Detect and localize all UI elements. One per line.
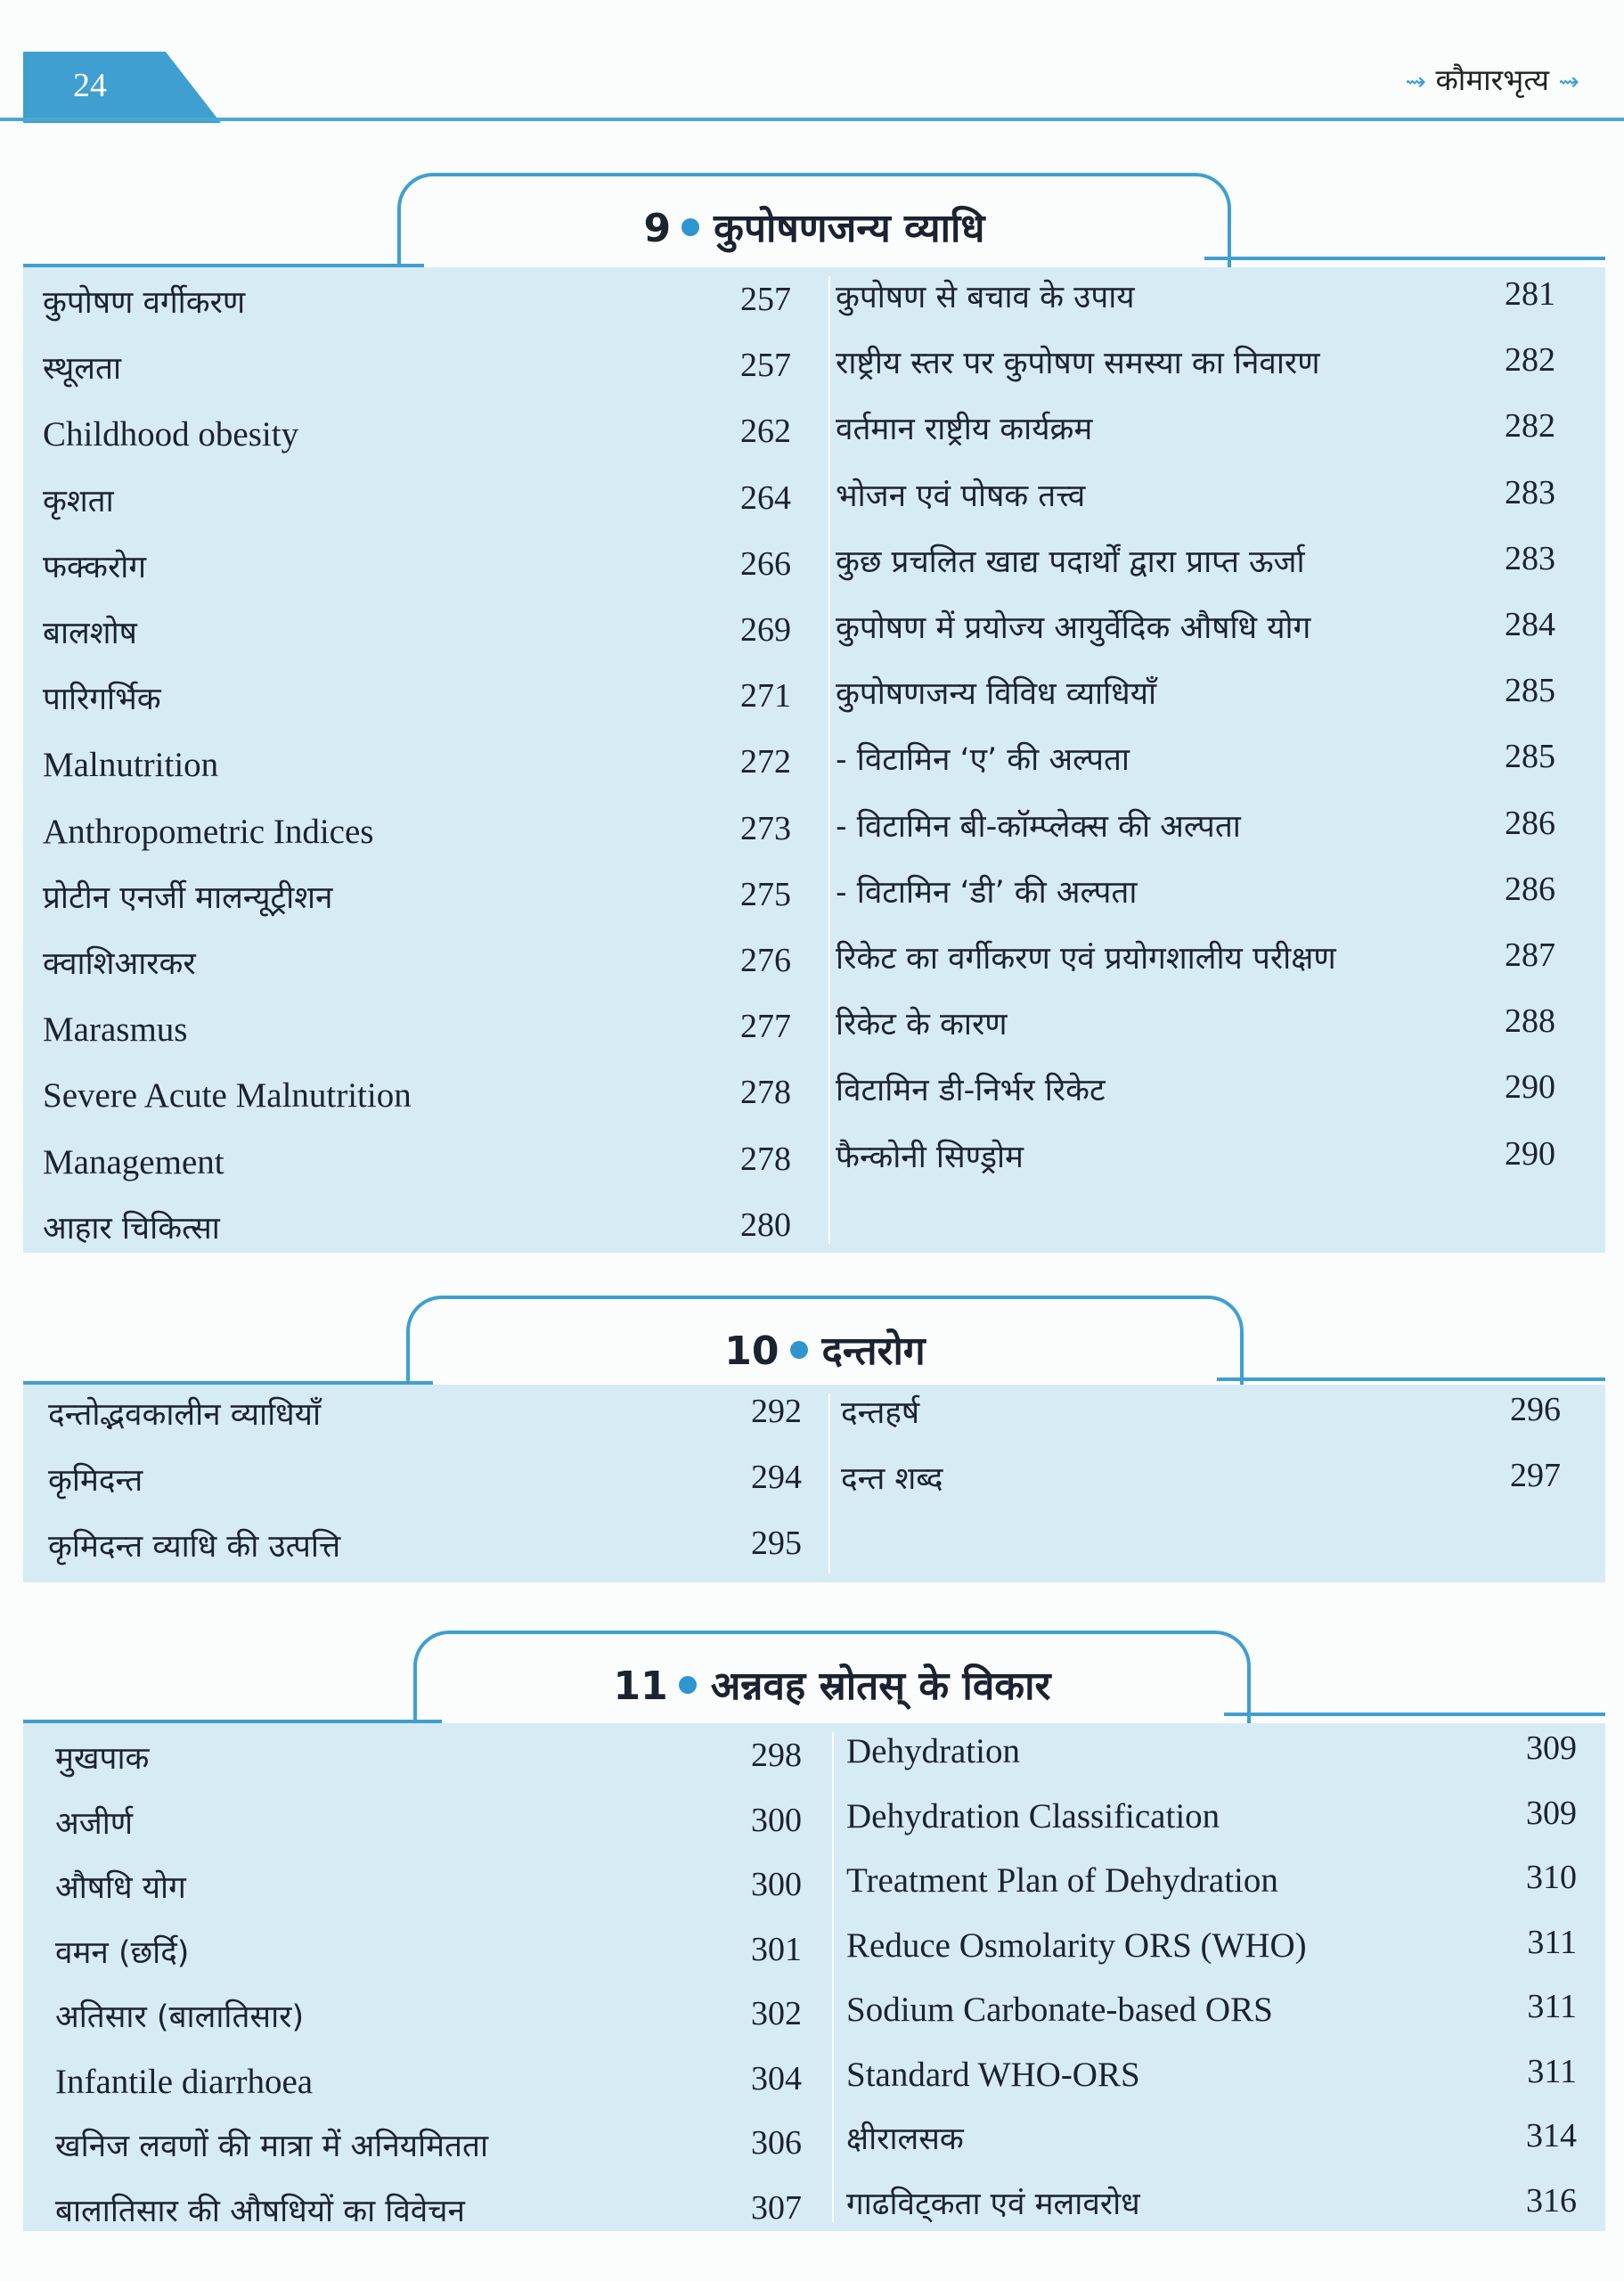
chapter-9-heading	[401, 200, 1228, 253]
toc-entry-title: रिकेट का वर्गीकरण एवं प्रयोगशालीय परीक्षण	[836, 941, 1336, 977]
bullet-icon	[679, 1676, 697, 1694]
toc-entry-title: आहार चिकित्सा	[43, 1210, 220, 1247]
header-rule	[0, 118, 1624, 121]
column-divider	[828, 1394, 830, 1574]
toc-entry-page: 311	[1527, 2052, 1577, 2090]
toc-entry-title: दन्त शब्द	[841, 1461, 943, 1497]
toc-entry-page: 284	[1505, 606, 1555, 643]
toc-entry-page: 294	[751, 1459, 802, 1496]
toc-entry-title: रिकेट के कारण	[836, 1007, 1008, 1043]
toc-entry-title: गाढविट्कता एवं मलावरोध	[846, 2186, 1140, 2222]
toc-entry	[43, 870, 791, 928]
toc-entry-title: फैन्कोनी सिण्ड्रोम	[836, 1139, 1024, 1175]
toc-entry-page: 273	[740, 809, 791, 847]
toc-entry-title: बालातिसार की औषधियों का विवेचन	[55, 2193, 465, 2229]
toc-entry-title: - विटामिन ‘ए’ की अल्पता	[836, 742, 1130, 779]
toc-entry-title: औषधि योग	[55, 1870, 186, 1906]
toc-entry	[836, 468, 1555, 527]
toc-entry-title: कुपोषण से बचाव के उपाय	[836, 280, 1135, 315]
toc-entry-page: 280	[740, 1206, 791, 1244]
toc-entry-title: कृमिदन्त	[48, 1463, 143, 1499]
chapter-11-heading	[417, 1657, 1247, 1711]
chapter-10-right-column	[841, 1385, 1561, 1582]
toc-entry-page: 286	[1505, 870, 1555, 908]
chapter-10-number: 10	[724, 1329, 779, 1374]
toc-entry-page: 257	[740, 347, 791, 385]
toc-entry-title: पारिगर्भिक	[43, 682, 161, 718]
toc-entry-title: राष्ट्रीय स्तर पर कुपोषण समस्या का निवारण	[836, 346, 1320, 382]
toc-entry-page: 278	[740, 1074, 791, 1112]
toc-entry-page: 309	[1526, 1729, 1577, 1767]
toc-entry	[836, 401, 1555, 460]
chapter-9-left-column	[43, 267, 791, 1253]
toc-entry	[43, 340, 791, 399]
toc-entry-title: स्थूलता	[43, 351, 122, 388]
toc-entry-title: दन्तोद्भवकालीन व्याधियाँ	[48, 1397, 322, 1433]
toc-entry-page: 304	[751, 2059, 802, 2097]
toc-entry	[55, 2183, 802, 2242]
toc-entry-title: कुपोषण में प्रयोज्य आयुर्वेदिक औषधि योग	[836, 610, 1311, 646]
toc-entry-page: 277	[740, 1008, 791, 1046]
toc-entry-page: 285	[1505, 738, 1555, 776]
toc-entry	[43, 1134, 791, 1193]
toc-entry-title: Marasmus	[43, 1010, 188, 1050]
toc-entry-page: 309	[1526, 1794, 1577, 1832]
chapter-11-rule-right	[1224, 1713, 1605, 1716]
toc-entry-page: 275	[740, 875, 791, 913]
toc-entry	[48, 1452, 802, 1511]
toc-entry	[836, 996, 1555, 1055]
chapter-9-contents	[23, 267, 1605, 1253]
toc-entry-title: Childhood obesity	[43, 415, 299, 454]
chapter-11-title: अन्नवह स्रोतस् के विकार	[710, 1664, 1051, 1709]
chapter-9-title: कुपोषणजन्य व्याधि	[714, 206, 985, 251]
toc-entry-page: 311	[1527, 1923, 1577, 1961]
toc-entry-page: 266	[740, 544, 791, 583]
toc-entry	[846, 1982, 1577, 2040]
toc-entry	[55, 1795, 802, 1854]
toc-entry	[43, 539, 791, 598]
chapter-10-heading	[410, 1322, 1240, 1376]
toc-entry	[836, 1129, 1555, 1188]
toc-entry-page: 311	[1527, 1988, 1577, 2025]
toc-entry	[48, 1386, 802, 1445]
toc-entry-page: 272	[740, 743, 791, 781]
toc-entry-title: प्रोटीन एनर्जी मालन्यूट्रीशन	[43, 879, 333, 916]
toc-entry-page: 302	[751, 1995, 802, 2032]
chapter-11-number: 11	[613, 1664, 668, 1709]
toc-entry	[55, 1925, 802, 1983]
chapter-10-title: दन्तरोग	[821, 1329, 926, 1374]
toc-entry-page: 307	[751, 2188, 802, 2227]
toc-entry-page: 314	[1526, 2117, 1577, 2154]
toc-entry	[43, 1200, 791, 1259]
chapter-11-contents	[23, 1723, 1605, 2231]
toc-entry-page: 300	[751, 1801, 802, 1839]
toc-entry	[846, 1852, 1577, 1911]
chapter-10-contents	[23, 1385, 1605, 1582]
toc-entry	[43, 274, 791, 333]
chapter-11-banner	[413, 1631, 1251, 1727]
toc-entry-page: 296	[1510, 1391, 1561, 1428]
toc-entry	[43, 406, 791, 465]
toc-entry	[43, 473, 791, 532]
toc-entry-title: Malnutrition	[43, 746, 219, 785]
toc-entry-title: क्षीरालसक	[846, 2122, 964, 2157]
toc-entry-title: क्वाशिआरकर	[43, 946, 196, 982]
toc-entry	[846, 2176, 1577, 2235]
chapter-9-banner	[397, 173, 1231, 269]
toc-entry-page: 287	[1505, 936, 1555, 974]
running-title-text: कौमारभृत्य	[1435, 62, 1550, 97]
toc-entry	[43, 1067, 791, 1126]
toc-entry	[55, 1989, 802, 2048]
running-title	[1405, 59, 1579, 99]
toc-entry-title: Standard WHO-ORS	[846, 2055, 1140, 2094]
toc-entry	[55, 1730, 802, 1789]
ornament-right-icon: ⇝	[1558, 67, 1579, 96]
toc-entry	[846, 1788, 1577, 1847]
toc-entry-page: 262	[740, 413, 791, 451]
column-divider	[828, 276, 830, 1244]
page-number-tab	[23, 52, 221, 123]
toc-entry-page: 282	[1505, 407, 1555, 446]
toc-entry	[55, 2118, 802, 2177]
toc-entry-page: 310	[1526, 1859, 1577, 1896]
toc-entry	[846, 2047, 1577, 2105]
toc-entry	[836, 666, 1555, 724]
chapter-11-left-column	[55, 1723, 802, 2231]
toc-entry-title: वमन (छर्दि)	[55, 1934, 190, 1971]
chapter-11-right-column	[846, 1723, 1577, 2231]
toc-entry	[836, 534, 1555, 593]
toc-entry-title: कृमिदन्त व्याधि की उत्पत्ति	[48, 1529, 341, 1565]
toc-entry-page: 301	[751, 1930, 802, 1968]
bullet-icon	[790, 1341, 808, 1359]
toc-entry	[841, 1385, 1561, 1443]
toc-entry	[836, 864, 1555, 923]
toc-entry-title: Infantile diarrhoea	[55, 2062, 314, 2101]
toc-entry-page: 269	[740, 611, 791, 649]
toc-entry-title: मुखपाक	[55, 1741, 150, 1777]
toc-entry-page: 297	[1510, 1457, 1561, 1494]
ornament-left-icon: ⇝	[1405, 67, 1426, 96]
toc-entry	[836, 732, 1555, 790]
toc-entry-page: 257	[740, 281, 791, 318]
toc-entry	[836, 600, 1555, 658]
toc-entry-title: विटामिन डी-निर्भर रिकेट	[836, 1073, 1106, 1109]
chapter-9-rule-right	[1204, 257, 1605, 260]
toc-entry-title: वर्तमान राष्ट्रीय कार्यक्रम	[836, 412, 1093, 448]
bullet-icon	[681, 218, 699, 236]
toc-entry-title: - विटामिन बी-कॉम्प्लेक्स की अल्पता	[836, 808, 1241, 845]
toc-entry-title: कुपोषण वर्गीकरण	[43, 285, 246, 321]
toc-entry	[836, 335, 1555, 394]
page-number: 24	[73, 67, 107, 104]
toc-entry-page: 283	[1505, 539, 1555, 577]
toc-entry-title: Sodium Carbonate-based ORS	[846, 1991, 1273, 2029]
toc-entry-title: - विटामिन ‘डी’ की अल्पता	[836, 874, 1138, 911]
toc-entry	[841, 1451, 1561, 1509]
toc-entry-title: बालशोष	[43, 616, 137, 651]
toc-entry-title: अतिसार (बालातिसार)	[55, 1999, 305, 2035]
column-divider	[832, 1732, 834, 2222]
toc-entry-title: Reduce Osmolarity ORS (WHO)	[846, 1925, 1307, 1965]
chapter-9-number: 9	[643, 206, 672, 251]
toc-entry-title: Dehydration Classification	[846, 1796, 1220, 1835]
toc-entry-title: Management	[43, 1142, 224, 1181]
toc-entry-page: 271	[740, 677, 791, 715]
chapter-10-left-column	[48, 1385, 802, 1582]
toc-entry-page: 290	[1505, 1134, 1555, 1173]
toc-entry	[836, 930, 1555, 989]
toc-entry	[43, 1002, 791, 1060]
toc-entry-title: फक्करोग	[43, 549, 147, 585]
toc-entry	[43, 671, 791, 730]
toc-entry	[836, 1062, 1555, 1121]
toc-entry	[836, 269, 1555, 328]
toc-entry-page: 282	[1505, 341, 1555, 380]
toc-entry-title: भोजन एवं पोषक तत्त्व	[836, 478, 1086, 514]
toc-entry-title: Severe Acute Malnutrition	[43, 1076, 412, 1116]
toc-entry-page: 288	[1505, 1002, 1555, 1041]
toc-entry-title: दन्तहर्ष	[841, 1395, 920, 1431]
toc-entry	[55, 2054, 802, 2113]
toc-entry-page: 278	[740, 1140, 791, 1178]
toc-entry-page: 285	[1505, 672, 1555, 710]
toc-entry	[43, 936, 791, 994]
toc-entry-page: 264	[740, 478, 791, 517]
toc-entry	[48, 1518, 802, 1577]
chapter-10-banner	[406, 1296, 1244, 1392]
chapter-10-rule-right	[1217, 1378, 1605, 1381]
toc-entry-page: 298	[751, 1737, 802, 1774]
toc-entry-title: कुपोषणजन्य विविध व्याधियाँ	[836, 676, 1157, 713]
toc-entry-title: कृशता	[43, 483, 114, 519]
toc-entry-page: 292	[751, 1393, 802, 1430]
toc-entry	[846, 2111, 1577, 2170]
toc-entry-page: 281	[1505, 275, 1555, 313]
toc-entry-page: 300	[751, 1866, 802, 1903]
toc-entry-page: 306	[751, 2124, 802, 2162]
toc-entry	[55, 1860, 802, 1918]
toc-entry	[43, 804, 791, 863]
toc-entry-title: खनिज लवणों की मात्रा में अनियमितता	[55, 2129, 489, 2164]
toc-entry-page: 286	[1505, 804, 1555, 842]
chapter-9-right-column	[836, 267, 1555, 1253]
toc-entry-title: कुछ प्रचलित खाद्य पदार्थों द्वारा प्राप्त ऊर्जा	[836, 544, 1305, 580]
toc-entry	[43, 737, 791, 796]
toc-entry	[846, 1917, 1577, 1976]
toc-entry	[836, 798, 1555, 857]
toc-entry-page: 290	[1505, 1068, 1555, 1107]
toc-entry-title: Dehydration	[846, 1732, 1020, 1770]
toc-entry-page: 316	[1526, 2181, 1577, 2220]
toc-entry	[846, 1723, 1577, 1782]
toc-entry-title: Anthropometric Indices	[43, 812, 374, 851]
toc-entry-title: अजीर्ण	[55, 1805, 134, 1842]
toc-entry	[43, 605, 791, 664]
toc-entry-title: Treatment Plan of Dehydration	[846, 1861, 1278, 1900]
toc-entry-page: 295	[751, 1525, 802, 1562]
toc-entry-page: 283	[1505, 473, 1555, 511]
toc-entry-page: 276	[740, 942, 791, 979]
